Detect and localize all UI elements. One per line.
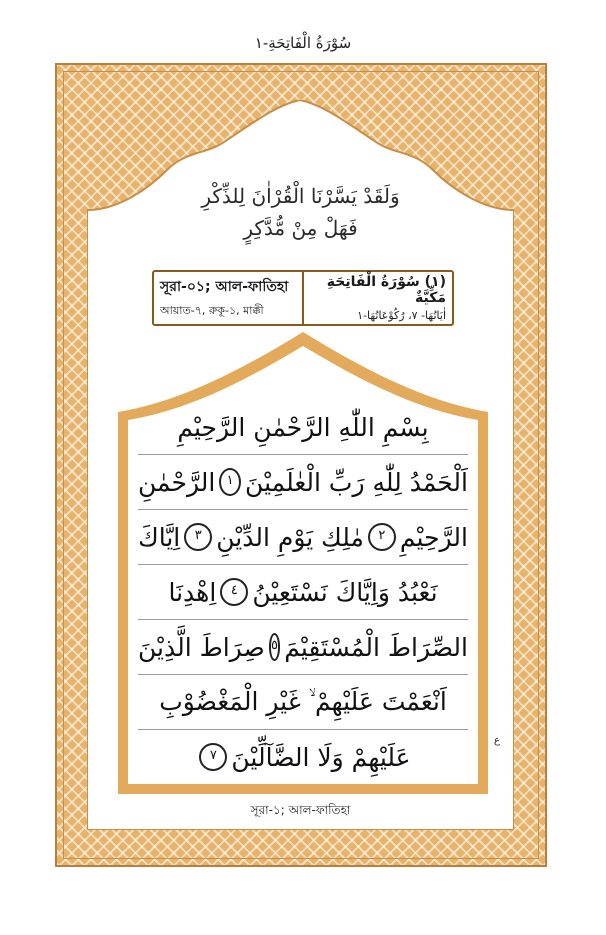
ayah-number-marker: ٥ — [269, 633, 281, 661]
verse-text: الرَّحِيْمِ — [399, 522, 468, 552]
page-header: سُوْرَةُ الْفَاتِحَةِ-١ — [254, 34, 352, 52]
verse-text: عَلَيْهِمْ وَلَا الضَّآلِّيْنَ — [231, 742, 411, 772]
top-verse — [87, 180, 514, 244]
verse-text: اَلْحَمْدُ لِلّٰهِ رَبِّ الْعٰلَمِيْنَ — [245, 467, 468, 497]
ayah-number-marker: ١ — [219, 468, 241, 496]
verse-text: نَعْبُدُ وَاِيَّاكَ نَسْتَعِيْنُ — [252, 577, 438, 607]
ayah-number-marker: ٧ — [199, 743, 227, 771]
top-verse-line1: وَلَقَدْ يَسَّرْنَا الْقُرْاٰنَ لِلذِّكْرِ — [201, 184, 400, 208]
verse-text: اَنْعَمْتَ عَلَيْهِمْ ۙ غَيْرِ الْمَغْضُوْبِ — [159, 687, 447, 716]
bengali-title: সূরা-০১; আল-ফাতিহা — [160, 279, 289, 295]
arabic-info — [302, 272, 452, 324]
verse-line-5 — [138, 620, 468, 675]
verse-text: مٰلِكِ يَوْمِ الدِّيْنِ — [216, 522, 364, 552]
verse-lines — [138, 400, 468, 784]
verse-line-3 — [138, 510, 468, 565]
verse-text: الصِّرَاطَ الْمُسْتَقِيْمَ — [284, 632, 468, 662]
verse-line-7 — [138, 730, 468, 784]
verse-line-1 — [138, 400, 468, 455]
arabic-subtitle: اٰيَاتُهَا- ٧، رُكُوْعَاتُهَا-١ — [357, 309, 446, 322]
verse-line-4 — [138, 565, 468, 620]
verse-line-2 — [138, 455, 468, 510]
verse-text: صِرَاطَ الَّذِيْنَ — [138, 632, 265, 662]
page-footer: সূরা-১; আল-ফাতিহা — [250, 803, 351, 817]
verse-text: الرَّحْمٰنِ — [138, 467, 216, 497]
verse-line-6 — [138, 675, 468, 730]
bengali-info — [154, 272, 302, 324]
surah-info-band — [152, 270, 454, 326]
bismillah-text: بِسْمِ اللّٰهِ الرَّحْمٰنِ الرَّحِيْمِ — [177, 412, 429, 442]
ayah-number-marker: ٣ — [184, 523, 212, 551]
arabic-title: (١) سُوْرَةُ الْفَاتِحَةِ مَكِّيَّةٌ — [326, 274, 446, 306]
ruku-marker: ع — [494, 735, 500, 746]
ayah-number-marker: ٢ — [368, 523, 396, 551]
verse-text: اِيَّاكَ — [138, 522, 181, 552]
bengali-subtitle: আয়াত-৭, রুকূ-১, মাক্কী — [160, 304, 264, 317]
verse-text: اِهْدِنَا — [168, 577, 217, 607]
ayah-number-marker: ٤ — [220, 578, 248, 606]
top-verse-line2: فَهَلْ مِنْ مُّدَّكِرٍ — [243, 216, 358, 240]
